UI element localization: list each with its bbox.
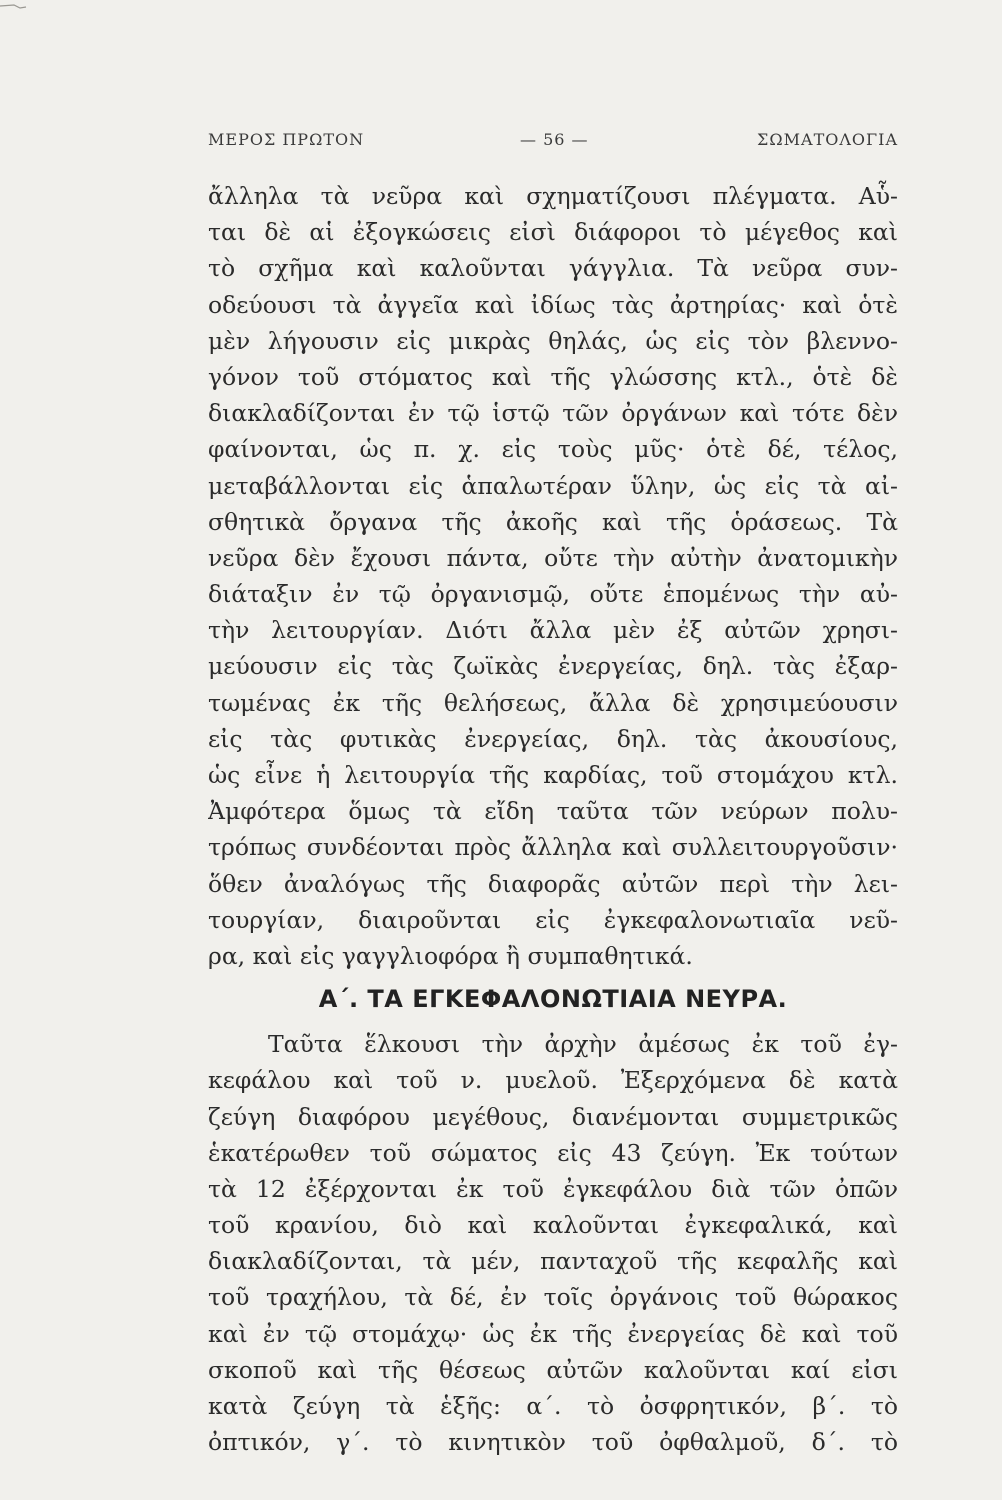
- header-part-title: ΜΕΡΟΣ ΠΡΩΤΟΝ: [208, 130, 365, 149]
- text-line: καὶ ἐν τῷ στομάχῳ· ὡς ἐκ τῆς ἐνεργείας δὲ καὶ τοῦ: [208, 1319, 898, 1348]
- text-line: Ταῦτα ἕλκουσι τὴν ἀρχὴν ἀμέσως ἐκ τοῦ ἐγ-: [268, 1030, 898, 1059]
- section-heading: Α΄. ΤΑ ΕΓΚΕΦΑΛΟΝΩΤΙΑΙΑ ΝΕΥΡΑ.: [318, 985, 788, 1014]
- page-number: — 56 —: [520, 130, 589, 149]
- text-line: ζεύγη διαφόρου μεγέθους, διανέμονται συμμετρικῶς: [208, 1102, 898, 1131]
- text-line: ρα, καὶ εἰς γαγγλιοφόρα ἢ συμπαθητικά.: [208, 941, 693, 970]
- text-line: γόνον τοῦ στόματος καὶ τῆς γλώσσης κτλ., ὁτὲ δὲ: [208, 362, 898, 391]
- text-line: εἰς τὰς φυτικὰς ἐνεργείας, δηλ. τὰς ἀκουσίους,: [208, 724, 898, 753]
- text-line: ἑκατέρωθεν τοῦ σώματος εἰς 43 ζεύγη. Ἐκ τούτων: [208, 1138, 898, 1167]
- text-line: ὅθεν ἀναλόγως τῆς διαφορᾶς αὐτῶν περὶ τὴν λει-: [208, 869, 898, 898]
- text-line: φαίνονται, ὡς π. χ. εἰς τοὺς μῦς· ὁτὲ δέ, τέλος,: [208, 435, 898, 464]
- paragraph-1: [208, 178, 898, 974]
- corner-blemish: [0, 0, 40, 20]
- text-line: κατὰ ζεύγη τὰ ἑξῆς: α΄. τὸ ὀσφρητικόν, β΄. τὸ: [208, 1392, 898, 1420]
- page-body: [208, 178, 898, 1460]
- text-line: ται δὲ αἱ ἐξογκώσεις εἰσὶ διάφοροι τὸ μέγεθος καὶ: [208, 218, 898, 247]
- text-line: τουργίαν, διαιροῦνται εἰς ἐγκεφαλονωτιαῖα νεῦ-: [208, 905, 898, 934]
- text-line: ἄλληλα τὰ νεῦρα καὶ σχηματίζουσι πλέγματα. Αὗ-: [208, 182, 898, 210]
- text-line: οδεύουσι τὰ ἀγγεῖα καὶ ἰδίως τὰς ἀρτηρίας· καὶ ὁτὲ: [208, 290, 898, 319]
- text-line: σθητικὰ ὄργανα τῆς ἀκοῆς καὶ τῆς ὁράσεως. Τὰ: [208, 507, 898, 536]
- text-line: Ἀμφότερα ὅμως τὰ εἴδη ταῦτα τῶν νεύρων πολυ-: [208, 797, 898, 826]
- text-line: ὡς εἶνε ἡ λειτουργία τῆς καρδίας, τοῦ στομάχου κτλ.: [208, 761, 898, 789]
- text-line: διακλαδίζονται, τὰ μέν, πανταχοῦ τῆς κεφαλῆς καὶ: [208, 1247, 898, 1276]
- running-header: [208, 130, 898, 156]
- text-line: τὰ 12 ἐξέρχονται ἐκ τοῦ ἐγκεφάλου διὰ τῶν ὀπῶν: [208, 1174, 898, 1203]
- paragraph-2: [208, 1026, 898, 1460]
- text-line: τοῦ τραχήλου, τὰ δέ, ἐν τοῖς ὀργάνοις τοῦ θώρακος: [208, 1283, 898, 1312]
- header-book-title: ΣΩΜΑΤΟΛΟΓΙΑ: [757, 130, 898, 149]
- text-line: τωμένας ἐκ τῆς θελήσεως, ἄλλα δὲ χρησιμεύουσιν: [208, 688, 898, 717]
- text-line: κεφάλου καὶ τοῦ ν. μυελοῦ. Ἐξερχόμενα δὲ κατὰ: [208, 1066, 898, 1095]
- text-line: τὸ σχῆμα καὶ καλοῦνται γάγγλια. Τὰ νεῦρα συν-: [208, 254, 898, 283]
- text-line: ὀπτικόν, γ΄. τὸ κινητικὸν τοῦ ὀφθαλμοῦ, δ΄. τὸ: [208, 1428, 898, 1457]
- text-line: διάταξιν ἐν τῷ ὀργανισμῷ, οὔτε ἑπομένως τὴν αὐ-: [208, 580, 898, 609]
- text-line: διακλαδίζονται ἐν τῷ ἱστῷ τῶν ὀργάνων καὶ τότε δὲν: [208, 399, 898, 428]
- text-line: μεταβάλλονται εἰς ἁπαλωτέραν ὕλην, ὡς εἰς τὰ αἰ-: [208, 471, 898, 500]
- text-line: μὲν λήγουσιν εἰς μικρὰς θηλάς, ὡς εἰς τὸν βλεννο-: [208, 326, 898, 355]
- text-line: μεύουσιν εἰς τὰς ζωϊκὰς ἐνεργείας, δηλ. τὰς ἐξαρ-: [208, 652, 898, 681]
- text-line: σκοποῦ καὶ τῆς θέσεως αὐτῶν καλοῦνται καί εἰσι: [208, 1355, 898, 1384]
- text-line: τοῦ κρανίου, διὸ καὶ καλοῦνται ἐγκεφαλικά, καὶ: [208, 1211, 898, 1240]
- text-line: τὴν λειτουργίαν. Διότι ἄλλα μὲν ἐξ αὐτῶν χρησι-: [208, 616, 898, 645]
- text-line: νεῦρα δὲν ἔχουσι πάντα, οὔτε τὴν αὐτὴν ἀνατομικὴν: [208, 543, 898, 572]
- text-line: τρόπως συνδέονται πρὸς ἄλληλα καὶ συλλειτουργοῦσιν·: [208, 833, 898, 862]
